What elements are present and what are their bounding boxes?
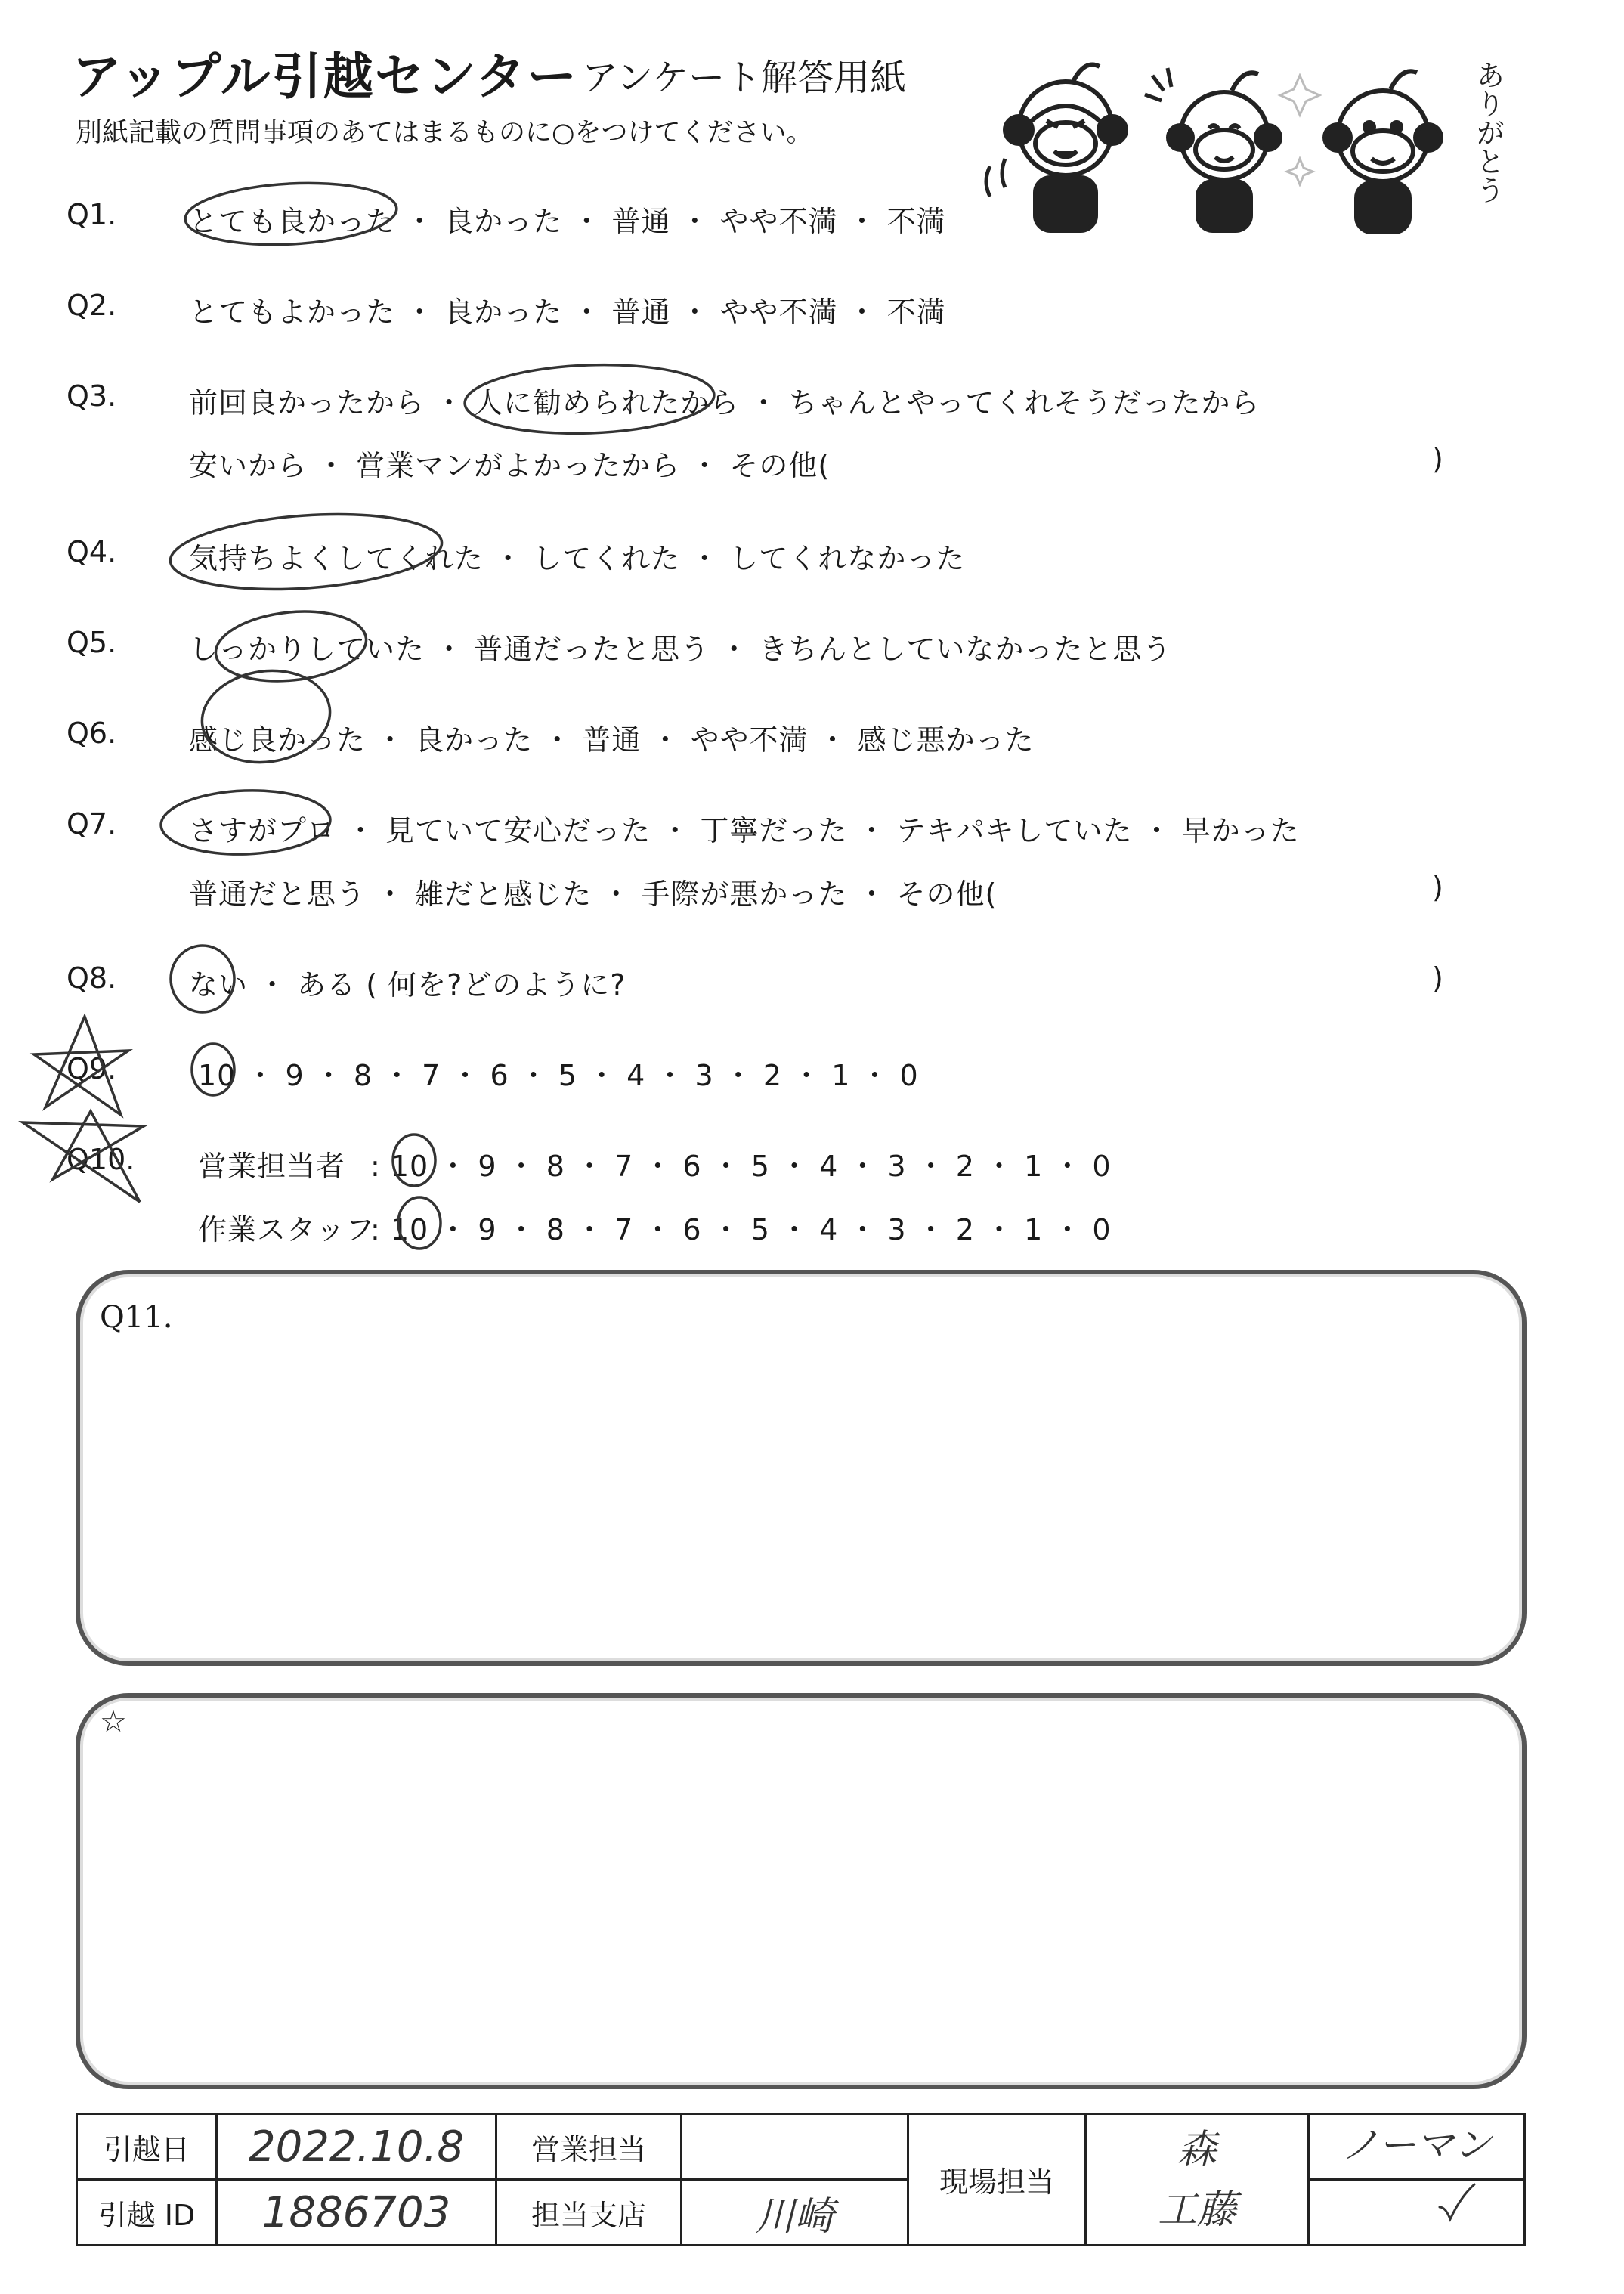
move-id-value[interactable]: 1886703 [217, 2180, 496, 2246]
branch-value[interactable]: 川崎 [682, 2180, 908, 2246]
q10-sales-label: 営業担当者 [198, 1150, 346, 1183]
q11-label: Q11. [100, 1300, 173, 1335]
company-title: アップル引越センター [72, 48, 579, 106]
site-rep-value[interactable] [1086, 2114, 1309, 2246]
q10-staff-scale[interactable]: : 10 ・ 9 ・ 8 ・ 7 ・ 6 ・ 5 ・ 4 ・ 3 ・ 2 ・ 1 ・ 0 [370, 1213, 1112, 1246]
star-comment-box[interactable] [76, 1693, 1527, 2089]
extra-note-value[interactable]: ノーマン [1309, 2114, 1525, 2180]
q10-staff-label: 作業スタッフ [198, 1213, 376, 1246]
q4-label: Q4. [67, 535, 117, 568]
q5-options[interactable]: しっかりしていた ・ 普通だったと思う ・ きちんとしていなかったと思う [189, 633, 1172, 666]
q3-label: Q3. [67, 379, 117, 413]
footer-info-table [76, 2113, 1526, 2246]
q3-options-line1[interactable]: 前回良かったから ・ 人に勧められたから ・ ちゃんとやってくれそうだったから [189, 386, 1261, 419]
q1-options[interactable]: とても良かった ・ 良かった ・ 普通 ・ やや不満 ・ 不満 [189, 205, 946, 238]
site-rep-label: 現場担当 [908, 2114, 1086, 2246]
site-rep-name-1: 森 [1177, 2126, 1217, 2172]
q9-label: Q9. [67, 1052, 117, 1085]
mascot-illustration [982, 45, 1527, 249]
form-title: アンケート解答用紙 [582, 57, 907, 99]
q3-close-paren: ) [1432, 442, 1443, 475]
q6-options[interactable]: 感じ良かった ・ 良かった ・ 普通 ・ やや不満 ・ 感じ悪かった [189, 723, 1035, 757]
q1-label: Q1. [67, 198, 117, 231]
q6-label: Q6. [67, 717, 117, 750]
q3-options-line2[interactable]: 安いから ・ 営業マンがよかったから ・ その他( [189, 449, 831, 482]
q4-options[interactable]: 気持ちよくしてくれた ・ してくれた ・ してくれなかった [189, 542, 966, 575]
q7-close-paren: ) [1432, 871, 1443, 904]
star-label: ☆ [100, 1704, 127, 1739]
q11-comment-box[interactable] [76, 1270, 1527, 1666]
monkey-bowing-icon [1280, 71, 1441, 232]
move-date-label: 引越日 [77, 2114, 217, 2180]
q10-sales-scale[interactable]: : 10 ・ 9 ・ 8 ・ 7 ・ 6 ・ 5 ・ 4 ・ 3 ・ 2 ・ 1 ・ 0 [370, 1150, 1112, 1183]
extra-note-empty[interactable] [1309, 2180, 1525, 2246]
move-date-value[interactable]: 2022.10.8 [217, 2114, 496, 2180]
site-rep-name-2: 工藤 [1157, 2187, 1236, 2233]
monkey-laughing-icon [986, 65, 1126, 231]
q2-label: Q2. [67, 289, 117, 322]
q9-scale[interactable]: 10 ・ 9 ・ 8 ・ 7 ・ 6 ・ 5 ・ 4 ・ 3 ・ 2 ・ 1 ・ 0 [198, 1059, 919, 1092]
instruction-text: 別紙記載の質問事項のあてはまるものに○をつけてください。 [76, 118, 813, 148]
q7-options-line2[interactable]: 普通だと思う ・ 雑だと感じた ・ 手際が悪かった ・ その他( [189, 878, 998, 911]
q7-options-line1[interactable]: さすがプロ ・ 見ていて安心だった ・ 丁寧だった ・ テキパキしていた ・ 早かった [189, 814, 1300, 847]
mascot-thanks-text: ありがとう [1471, 60, 1505, 204]
branch-label: 担当支店 [496, 2180, 682, 2246]
q2-options[interactable]: とてもよかった ・ 良かった ・ 普通 ・ やや不満 ・ 不満 [189, 296, 946, 329]
sales-rep-value[interactable] [682, 2114, 908, 2180]
q8-close-paren: ) [1432, 961, 1443, 995]
monkey-happy-icon [1145, 68, 1280, 231]
sales-rep-label: 営業担当 [496, 2114, 682, 2180]
q8-options[interactable]: ない ・ ある ( 何を?どのように? [189, 968, 626, 1001]
q7-label: Q7. [67, 807, 117, 841]
q8-label: Q8. [67, 961, 117, 995]
q5-label: Q5. [67, 626, 117, 659]
q10-label: Q10. [67, 1143, 135, 1176]
move-id-label: 引越 ID [77, 2180, 217, 2246]
